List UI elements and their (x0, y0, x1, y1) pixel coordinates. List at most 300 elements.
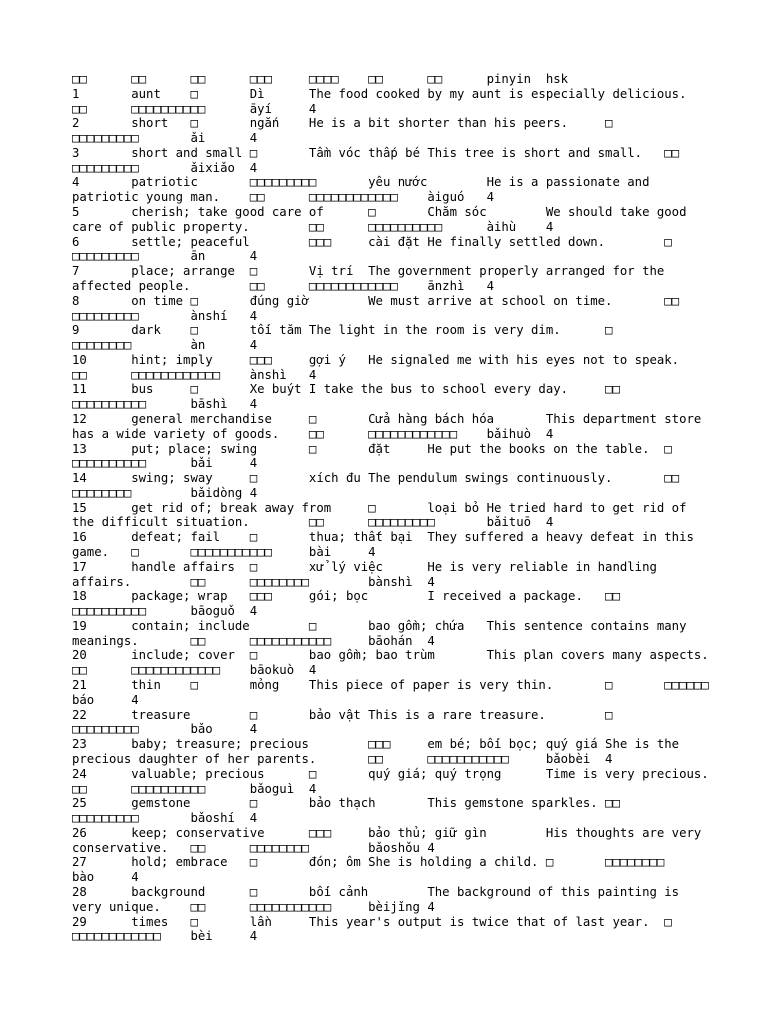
cell-col-7: □□□□□□□□□ (72, 811, 139, 826)
cell-col-4: xích đu (308, 471, 361, 486)
cell-col-8: pinyin (486, 72, 532, 86)
cell-col-6: □□ (72, 781, 87, 796)
cell-col-2: thin (131, 678, 161, 693)
cell-col-4: cài đặt (368, 234, 420, 249)
cell-col-6: □□ (190, 574, 206, 589)
cell-col-8: bǎihuò (486, 426, 532, 441)
cell-col-3: □ (190, 86, 198, 101)
cell-col-1: 24 (72, 766, 87, 781)
cell-col-2: on time (131, 293, 184, 308)
cell-col-1: 13 (72, 441, 87, 456)
cell-col-4: gợi ý (308, 352, 346, 367)
cell-col-8: bāokuò (249, 663, 295, 678)
cell-col-7: □□□□□□□□□□ (131, 101, 206, 116)
table-row (72, 708, 664, 737)
cell-col-6: □ (605, 116, 613, 131)
cell-col-9: 4 (545, 219, 554, 234)
cell-col-3: □ (249, 530, 258, 545)
cell-col-1: 26 (72, 825, 87, 840)
cell-col-6: □□ (190, 633, 206, 648)
cell-col-6: □ (664, 234, 672, 249)
table-row (72, 264, 672, 293)
cell-col-3: □□□□□□□□□ (249, 175, 317, 190)
cell-col-1: 14 (72, 471, 87, 486)
cell-col-7: □□□□□□□□□□□□ (131, 663, 221, 678)
cell-col-4: quý giá; quý trọng (368, 766, 502, 781)
cell-col-3: □ (249, 884, 258, 899)
cell-col-3: □ (249, 796, 258, 811)
cell-col-9: 4 (427, 633, 435, 648)
cell-col-8: àihù (486, 219, 517, 234)
table-row (72, 619, 694, 648)
cell-col-1: 18 (72, 589, 87, 604)
cell-col-3: □ (190, 382, 198, 397)
table-row (72, 678, 724, 707)
cell-col-9: 4 (131, 870, 139, 885)
cell-col-5: He is a passionate and patriotic young man. (72, 175, 657, 205)
cell-col-6: □ (131, 545, 139, 559)
cell-col-1: 8 (72, 293, 80, 308)
cell-col-3: □□□ (308, 825, 332, 840)
cell-col-2: put; place; swing (131, 441, 258, 456)
cell-col-4: gói; bọc (308, 589, 369, 604)
cell-col-5: He is a bit shorter than his peers. (308, 116, 569, 131)
cell-col-6: □ (605, 707, 613, 722)
cell-col-8: bāohán (368, 633, 413, 648)
cell-col-4: Dì (249, 86, 265, 101)
cell-col-4: bảo vật (308, 707, 361, 722)
cell-col-3: □ (308, 411, 317, 426)
cell-col-9: 4 (131, 692, 139, 707)
cell-col-5: The background of this painting is very unique. (72, 884, 687, 914)
cell-col-1: 19 (72, 618, 87, 633)
cell-col-6: □□ (308, 219, 324, 234)
cell-col-6: □ (664, 914, 672, 929)
cell-col-6: □□ (72, 663, 87, 678)
cell-col-1: 17 (72, 559, 87, 574)
table-row (72, 412, 709, 441)
cell-col-1: 9 (72, 323, 80, 338)
cell-col-9: 4 (249, 397, 258, 412)
cell-col-4: đặt (368, 441, 391, 456)
cell-col-2: package; wrap (131, 589, 228, 604)
cell-col-8: ǎixiǎo (190, 160, 235, 175)
cell-col-2: settle; peaceful (131, 234, 250, 249)
cell-col-7: □□□□□□□□ (72, 338, 132, 353)
cell-col-9: 4 (605, 751, 613, 766)
cell-col-7: □□□□□□□□ (605, 855, 665, 870)
cell-col-9: 4 (545, 426, 554, 441)
cell-col-4: Vị trí (308, 264, 354, 279)
cell-col-2: aunt (131, 86, 161, 101)
cell-col-4: bao gồm; bao trùm (308, 648, 435, 663)
cell-col-3: □ (249, 559, 258, 574)
table-row (72, 442, 724, 471)
cell-col-5: The government properly arranged for the affected people. (72, 264, 672, 293)
cell-col-2: short and small (131, 145, 243, 160)
cell-col-5: I received a package. (427, 589, 583, 604)
cell-col-8: ānzhì (427, 278, 465, 293)
cell-col-8: bǎidòng (190, 485, 243, 500)
cell-col-2: cherish; take good care of (131, 205, 324, 220)
cell-col-2: □□ (131, 72, 147, 86)
cell-col-7: □□□□□□□□ (249, 574, 309, 589)
cell-col-5: Time is very precious. (545, 766, 709, 781)
cell-col-1: 27 (72, 855, 87, 870)
cell-col-1: 20 (72, 648, 87, 663)
cell-col-9: 4 (308, 781, 317, 796)
cell-col-7: □□□□□□□□□□□□ (72, 929, 161, 944)
cell-col-8: bǎoshí (190, 811, 235, 826)
table-row (72, 589, 664, 618)
cell-col-3: □ (190, 914, 198, 929)
cell-col-8: báo (72, 692, 95, 707)
cell-col-4: bảo thạch (308, 796, 376, 811)
cell-col-9: 4 (427, 574, 435, 589)
cell-col-6: □□ (605, 796, 620, 811)
cell-col-9: 4 (249, 811, 258, 826)
cell-col-5: This department store has a wide variety of goods. (72, 411, 709, 441)
table-row (72, 530, 701, 559)
cell-col-9: 4 (308, 367, 317, 382)
cell-col-2: get rid of; break away from (131, 500, 332, 515)
cell-col-7: □□□□□□□□□□□ (249, 633, 332, 648)
cell-col-1: 2 (72, 116, 80, 131)
cell-col-8: ànshí (190, 308, 228, 323)
table-row (72, 353, 724, 382)
cell-col-6: □□ (368, 751, 383, 766)
cell-col-3: □ (249, 855, 258, 870)
cell-col-8: bào (72, 870, 95, 885)
cell-col-6: □□ (605, 589, 620, 604)
cell-col-4: ngắn (249, 116, 280, 131)
cell-col-7: □□□□□□□□□□ (72, 456, 147, 471)
cell-col-2: keep; conservative (131, 825, 265, 840)
cell-col-4: Xe buýt (249, 382, 302, 397)
cell-col-4: □□□ (249, 72, 272, 86)
cell-col-5: We should take good care of public property. (72, 205, 694, 234)
cell-col-9: 4 (486, 190, 494, 205)
table-row (72, 855, 724, 884)
cell-col-3: □ (249, 648, 258, 663)
cell-col-8: àn (190, 338, 206, 353)
table-row (72, 796, 664, 825)
cell-col-2: gemstone (131, 796, 191, 811)
cell-col-1: 3 (72, 145, 80, 160)
cell-col-1: 25 (72, 796, 87, 811)
table-row (72, 235, 724, 264)
cell-col-6: □□ (368, 72, 383, 86)
cell-col-3: □ (249, 707, 258, 722)
cell-col-8: ǎi (190, 131, 206, 146)
cell-col-6: □□ (72, 101, 87, 116)
table-row (72, 560, 664, 589)
cell-col-7: □□□□□□□□□ (72, 160, 139, 175)
cell-col-5: He is very reliable in handling affairs. (72, 559, 665, 589)
cell-col-1: 1 (72, 86, 80, 101)
cell-col-9: 4 (308, 101, 317, 116)
cell-col-1: 5 (72, 205, 80, 220)
cell-col-1: 4 (72, 175, 80, 190)
cell-col-1: 29 (72, 914, 87, 929)
cell-col-8: bànshì (368, 574, 413, 589)
cell-col-3: □ (190, 293, 198, 308)
cell-col-2: treasure (131, 707, 191, 722)
cell-col-7: □□□□□□□□□□□ (190, 545, 272, 559)
cell-col-9: 4 (249, 160, 258, 175)
cell-col-6: □□ (190, 899, 206, 914)
cell-col-1: 6 (72, 234, 80, 249)
cell-col-2: defeat; fail (131, 530, 221, 545)
cell-col-9: 4 (545, 515, 554, 530)
cell-col-8: āyí (249, 101, 272, 116)
cell-col-7: □□□□□□□□ (72, 485, 132, 500)
cell-col-1: 11 (72, 382, 87, 397)
cell-col-9: 4 (249, 722, 258, 737)
cell-col-7: □□□□□□□□□□□□ (308, 278, 398, 293)
cell-col-4: tối tăm (249, 323, 302, 338)
cell-col-7: □□□□□□□□□□□ (249, 899, 332, 914)
cell-col-7: □□□□□□□□□ (368, 515, 435, 530)
table-row (72, 146, 724, 175)
cell-col-2: place; arrange (131, 264, 235, 279)
cell-col-8: bǎobèi (545, 751, 591, 766)
cell-col-2: dark (131, 323, 161, 338)
table-row (72, 767, 724, 796)
cell-col-6: □ (664, 441, 672, 456)
cell-col-8: bāoguǒ (190, 604, 235, 619)
cell-col-2: times (131, 914, 169, 929)
cell-col-1: □□ (72, 72, 87, 86)
cell-col-1: 12 (72, 411, 87, 426)
cell-col-7: □□□□□□□□□□□□ (131, 367, 221, 382)
vocabulary-table (72, 72, 712, 944)
table-row (72, 294, 724, 323)
cell-col-6: □□ (664, 145, 680, 160)
cell-col-5: The pendulum swings continuously. (368, 471, 613, 486)
cell-col-8: ànshì (249, 367, 287, 382)
cell-col-2: general merchandise (131, 411, 272, 426)
cell-col-6: □□ (72, 367, 87, 382)
cell-col-7: □□□□□□□□□ (72, 249, 139, 264)
cell-col-2: swing; sway (131, 471, 213, 486)
cell-col-8: bài (308, 545, 332, 559)
table-row (72, 885, 687, 914)
cell-col-5: This tree is short and small. (427, 145, 643, 160)
cell-col-2: baby; treasure; precious (131, 737, 309, 752)
cell-col-3: □□□ (249, 589, 272, 604)
cell-col-7: □□□□□□□□□□□ (427, 751, 509, 766)
cell-col-6: □□ (664, 471, 680, 486)
cell-col-3: □ (190, 323, 198, 338)
cell-col-9: 4 (249, 131, 258, 146)
cell-col-3: □ (368, 205, 376, 220)
cell-col-4: bao gồm; chứa (368, 618, 465, 633)
cell-col-1: 22 (72, 707, 87, 722)
cell-col-4: yêu nước (368, 175, 428, 190)
cell-col-4: đón; ôm (308, 855, 361, 870)
cell-col-7: □□□□□□□□□□ (72, 397, 147, 412)
cell-col-5: This gemstone sparkles. (427, 796, 598, 811)
cell-col-4: bối cảnh (308, 884, 369, 899)
table-row (72, 826, 709, 855)
cell-col-5: This piece of paper is very thin. (308, 678, 554, 693)
table-row (72, 501, 694, 530)
cell-col-7: □□□□□□□□□□ (368, 219, 443, 234)
cell-col-3: □ (249, 471, 258, 486)
cell-col-8: bèi (190, 929, 213, 944)
cell-col-3: □ (308, 766, 317, 781)
header-row (72, 72, 568, 86)
cell-col-5: This year's output is twice that of last year. (308, 914, 650, 929)
cell-col-4: Tầm vóc thấp bé (308, 145, 420, 160)
cell-col-2: handle affairs (131, 559, 235, 574)
cell-col-9: 4 (308, 663, 317, 678)
cell-col-2: include; cover (131, 648, 235, 663)
table-row (72, 323, 664, 352)
cell-col-7: □□□□□□□□□ (72, 722, 139, 737)
table-row (72, 175, 657, 204)
cell-col-6: □□ (308, 515, 324, 530)
cell-col-2: hold; embrace (131, 855, 228, 870)
cell-col-6: □□ (190, 840, 206, 855)
cell-col-1: 15 (72, 500, 87, 515)
cell-col-3: □ (190, 116, 198, 131)
cell-col-1: 21 (72, 678, 87, 693)
table-row (72, 116, 664, 145)
cell-col-9: 4 (249, 338, 258, 353)
cell-col-6: □□ (249, 278, 265, 293)
cell-col-1: 10 (72, 352, 87, 367)
cell-col-5: We must arrive at school on time. (368, 293, 613, 308)
cell-col-3: □ (249, 145, 258, 160)
cell-col-3: □ (190, 678, 198, 693)
cell-col-8: bǎoshǒu (368, 840, 420, 855)
cell-col-2: patriotic (131, 175, 198, 190)
cell-col-6: □ (605, 678, 613, 693)
cell-col-4: bảo thủ; giữ gìn (368, 825, 487, 840)
cell-col-3: □□ (190, 72, 206, 86)
cell-col-9: hsk (545, 72, 569, 86)
cell-col-4: em bé; bối bọc; quý giá (427, 737, 598, 752)
cell-col-5: She is holding a child. (368, 855, 539, 870)
cell-col-5: This plan covers many aspects. (486, 648, 709, 663)
cell-col-2: contain; include (131, 618, 250, 633)
cell-col-9: 4 (427, 840, 435, 855)
cell-col-5: The light in the room is very dim. (308, 323, 561, 338)
cell-col-4: Cửa hàng bách hóa (368, 411, 494, 426)
cell-col-5: He put the books on the table. (427, 441, 650, 456)
cell-col-6: □□ (605, 382, 620, 397)
cell-col-1: 28 (72, 884, 87, 899)
cell-col-8: ān (190, 249, 206, 264)
table-row (72, 737, 687, 766)
cell-col-1: 7 (72, 264, 80, 279)
cell-col-9: 4 (368, 545, 376, 559)
cell-col-7: □□□□□□ (664, 678, 709, 693)
cell-col-5: □□□□ (308, 72, 339, 86)
cell-col-3: □□□ (308, 234, 332, 249)
cell-col-6: □ (545, 855, 554, 870)
cell-col-9: 4 (249, 604, 258, 619)
cell-col-9: 4 (249, 456, 258, 471)
cell-col-4: Chăm sóc (427, 205, 487, 220)
cell-col-7: □□ (427, 72, 443, 86)
cell-col-9: 4 (486, 278, 494, 293)
cell-col-3: □ (308, 618, 317, 633)
cell-col-8: bèijǐng (368, 899, 420, 914)
cell-col-6: □□ (308, 426, 324, 441)
cell-col-9: 4 (249, 308, 258, 323)
table-row (72, 205, 694, 234)
cell-col-5: This sentence contains many meanings. (72, 618, 694, 648)
cell-col-8: bǎoguì (249, 781, 295, 796)
cell-col-5: She is the precious daughter of her parents. (72, 737, 687, 766)
cell-col-4: xử lý việc (308, 559, 383, 574)
cell-col-6: □□ (249, 190, 265, 205)
cell-col-9: 4 (249, 485, 258, 500)
table-row (72, 915, 724, 944)
cell-col-4: thua; thất bại (308, 530, 413, 545)
cell-col-7: □□□□□□□□□□□□ (368, 426, 457, 441)
cell-col-2: background (131, 884, 206, 899)
cell-col-4: mỏng (249, 678, 280, 693)
cell-col-7: □□□□□□□□□□□□ (308, 190, 398, 205)
cell-col-5: I take the bus to school every day. (308, 382, 569, 397)
cell-col-3: □ (308, 441, 317, 456)
cell-col-1: 16 (72, 530, 87, 545)
cell-col-6: □□ (664, 293, 680, 308)
cell-col-4: đúng giờ (249, 293, 309, 308)
cell-col-4: loại bỏ (427, 500, 480, 515)
cell-col-9: 4 (249, 249, 258, 264)
cell-col-2: short (131, 116, 169, 131)
cell-col-5: He finally settled down. (427, 234, 606, 249)
cell-col-3: □ (249, 264, 258, 279)
cell-col-1: 23 (72, 737, 87, 752)
cell-col-9: 4 (249, 929, 258, 944)
cell-col-5: This is a rare treasure. (368, 707, 546, 722)
cell-col-3: □ (368, 500, 376, 515)
cell-col-7: □□□□□□□□□ (72, 131, 139, 146)
table-row (72, 471, 724, 500)
cell-col-8: bāshì (190, 397, 228, 412)
cell-col-7: □□□□□□□□ (249, 840, 309, 855)
cell-col-8: bǎi (190, 456, 213, 471)
cell-col-9: 4 (427, 899, 435, 914)
cell-col-7: □□□□□□□□□□ (72, 604, 147, 619)
cell-col-5: He tried hard to get rid of the difficult situation. (72, 500, 694, 530)
table-row (72, 87, 724, 116)
cell-col-2: hint; imply (131, 352, 213, 367)
cell-col-3: □□□ (249, 352, 272, 367)
cell-col-7: □□□□□□□□□□ (131, 781, 206, 796)
cell-col-5: The food cooked by my aunt is especially delicious. (308, 86, 687, 101)
table-row (72, 648, 724, 677)
cell-col-2: valuable; precious (131, 766, 265, 781)
cell-col-4: lần (249, 914, 272, 929)
cell-col-5: He signaled me with his eyes not to speak. (368, 352, 680, 367)
cell-col-5: They suffered a heavy defeat in this game. (72, 530, 702, 559)
cell-col-8: àiguó (427, 190, 465, 205)
table-row (72, 382, 664, 411)
cell-col-8: bǎituō (486, 515, 532, 530)
cell-col-8: bǎo (190, 722, 213, 737)
cell-col-3: □□□ (368, 737, 391, 752)
cell-col-7: □□□□□□□□□ (72, 308, 139, 323)
cell-col-2: bus (131, 382, 154, 397)
cell-col-6: □ (605, 323, 613, 338)
